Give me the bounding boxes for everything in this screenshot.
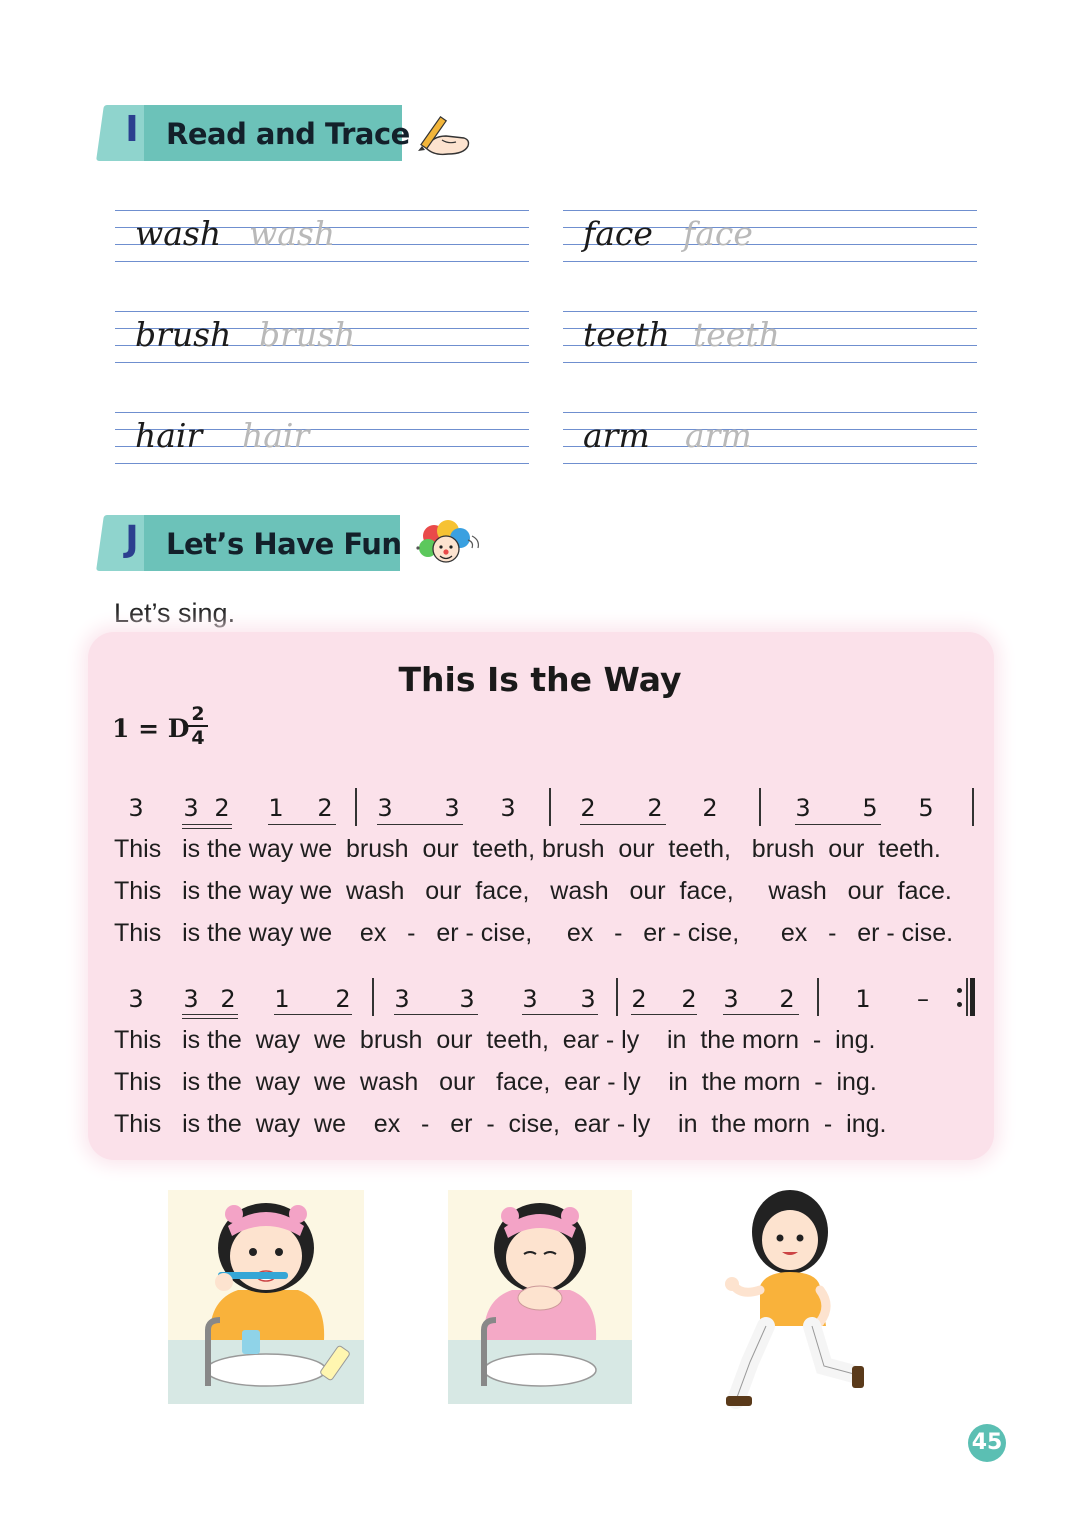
note: 2: [335, 985, 351, 1013]
bar-line: [355, 788, 357, 826]
section-title: Read and Trace: [166, 117, 410, 151]
lyric-line: This is the way we ex - er - cise, ear - ly in the morn - ing.: [114, 1110, 887, 1138]
note: 3: [128, 794, 144, 822]
time-signature: [188, 704, 208, 748]
pencil-hand-icon: [412, 110, 474, 160]
beam: [182, 828, 232, 829]
girl-brushing-teeth-illustration: [168, 1190, 364, 1404]
note: 2: [220, 985, 236, 1013]
clown-face-icon: [412, 518, 482, 568]
note: 2: [317, 794, 333, 822]
trace-word: arm: [583, 416, 650, 455]
note: 3: [377, 794, 393, 822]
beam: [182, 1018, 238, 1019]
note: –: [917, 985, 929, 1013]
trace-word-faded: hair: [242, 416, 310, 455]
trace-lines-hair: [115, 412, 529, 466]
note: 3: [183, 794, 199, 822]
note: 3: [444, 794, 460, 822]
trace-lines-face: [563, 210, 977, 264]
song-title: This Is the Way: [398, 660, 682, 699]
note: 2: [580, 794, 596, 822]
bar-line: [972, 788, 974, 826]
trace-lines-arm: [563, 412, 977, 466]
note: 2: [214, 794, 230, 822]
trace-word: hair: [135, 416, 203, 455]
beam: [268, 824, 336, 825]
note: 3: [723, 985, 739, 1013]
lyric-line: This is the way we brush our teeth, ear - ly in the morn - ing.: [114, 1026, 876, 1054]
time-bottom: 4: [191, 727, 205, 749]
note: 3: [500, 794, 516, 822]
beam: [631, 1014, 697, 1015]
bar-line: [817, 978, 819, 1016]
song-key: 1 = D: [112, 714, 190, 743]
note: 3: [459, 985, 475, 1013]
section-j-banner: [100, 515, 400, 571]
trace-word-faded: face: [683, 214, 753, 253]
beam: [795, 824, 881, 825]
note: 5: [918, 794, 934, 822]
beam: [580, 824, 666, 825]
section-letter: J: [125, 519, 139, 560]
time-top: 2: [191, 703, 205, 725]
repeat-bar-thick: [970, 978, 975, 1016]
note: 3: [795, 794, 811, 822]
beam: [522, 1014, 598, 1015]
note: 3: [128, 985, 144, 1013]
note: 1: [274, 985, 290, 1013]
note: 2: [702, 794, 718, 822]
section-i-banner: [100, 105, 410, 161]
note: 5: [862, 794, 878, 822]
trace-word-faded: teeth: [693, 315, 780, 354]
trace-word: face: [583, 214, 653, 253]
note: 3: [183, 985, 199, 1013]
note: 2: [647, 794, 663, 822]
lyric-line: This is the way we ex - er - cise, ex - er - cise, ex - er - cise.: [114, 919, 954, 947]
beam: [274, 1014, 352, 1015]
beam: [394, 1014, 478, 1015]
repeat-bar-thin: [966, 978, 968, 1016]
beam: [182, 824, 232, 825]
bar-line: [616, 978, 618, 1016]
beam: [377, 824, 463, 825]
trace-word: wash: [135, 214, 222, 253]
note: 2: [681, 985, 697, 1013]
beam: [723, 1014, 799, 1015]
bar-line: [372, 978, 374, 1016]
lyric-line: This is the way we wash our face, wash our face, wash our face.: [114, 877, 952, 905]
trace-lines-brush: [115, 311, 529, 365]
note: 1: [855, 985, 871, 1013]
bar-line: [759, 788, 761, 826]
note: 3: [580, 985, 596, 1013]
repeat-dot: [957, 1002, 962, 1007]
note: 1: [268, 794, 284, 822]
section-title: Let’s Have Fun: [166, 527, 402, 561]
trace-lines-teeth: [563, 311, 977, 365]
bar-line: [549, 788, 551, 826]
note: 2: [631, 985, 647, 1013]
note: 3: [522, 985, 538, 1013]
lyric-line: This is the way we brush our teeth, brush our teeth, brush our teeth.: [114, 835, 941, 863]
instruction-text: Let’s sing.: [114, 598, 236, 628]
trace-word: brush: [135, 315, 232, 354]
note: 2: [779, 985, 795, 1013]
girl-washing-face-illustration: [448, 1190, 632, 1404]
trace-word-faded: arm: [685, 416, 752, 455]
section-letter: I: [125, 109, 139, 150]
trace-word-faded: wash: [249, 214, 336, 253]
girl-exercising-illustration: [720, 1186, 870, 1418]
beam: [182, 1014, 238, 1015]
trace-word-faded: brush: [259, 315, 356, 354]
note: 3: [394, 985, 410, 1013]
lyric-line: This is the way we wash our face, ear - ly in the morn - ing.: [114, 1068, 877, 1096]
repeat-dot: [957, 988, 962, 993]
trace-lines-wash: [115, 210, 529, 264]
trace-word: teeth: [583, 315, 670, 354]
page-number-badge: 45: [968, 1424, 1006, 1462]
